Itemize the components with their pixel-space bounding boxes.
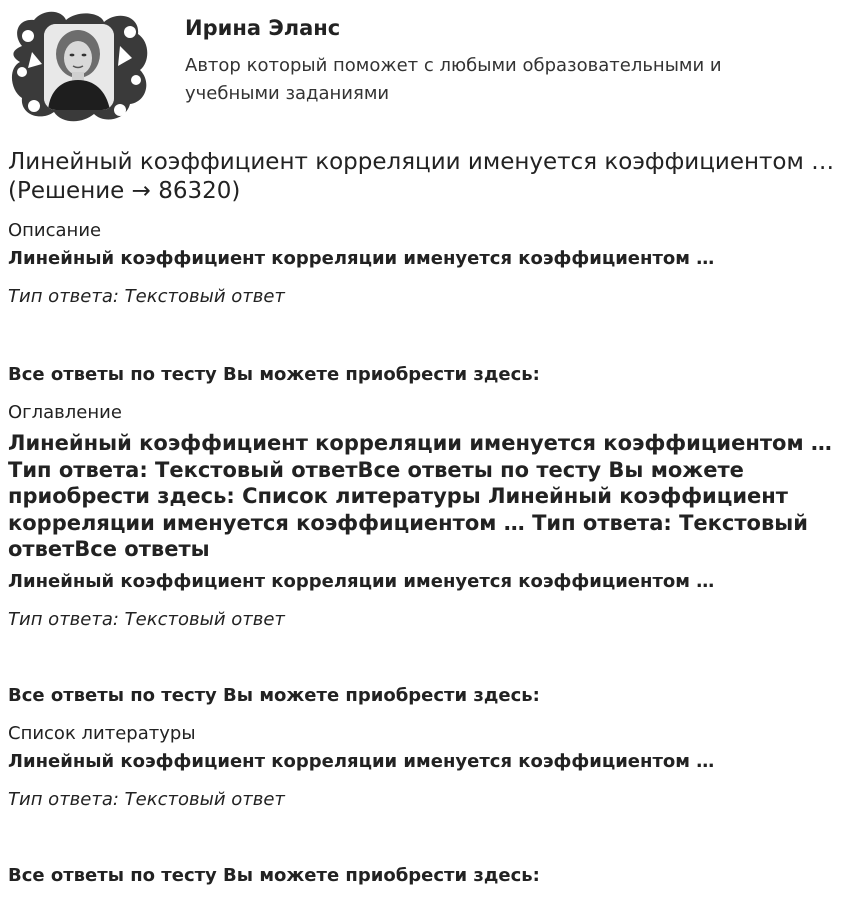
page-title: Линейный коэффициент корреляции именуется коэффициентом … (Решение → 86320) bbox=[8, 149, 835, 204]
author-description: Автор который поможет с любыми образовательными и учебными заданиями bbox=[185, 55, 722, 104]
toc-summary: Линейный коэффициент корреляции именуется коэффициентом … Тип ответа: Текстовый ответВсе ответы по тесту Вы можете приобрести здесь: Список литературы Линейный коэффициент корреляции именуется коэффициентом … Тип ответа: Текстовый ответВсе ответы bbox=[8, 431, 832, 561]
author-header bbox=[8, 6, 838, 126]
literature-buy-link[interactable]: Все ответы по тесту Вы можете приобрести здесь: bbox=[8, 865, 540, 886]
literature-label: Список литературы bbox=[8, 723, 196, 744]
main-content bbox=[8, 148, 844, 887]
toc-answer-type: Тип ответа: Текстовый ответ bbox=[8, 609, 285, 630]
description-question: Линейный коэффициент корреляции именуется коэффициентом … bbox=[8, 248, 715, 269]
literature-question: Линейный коэффициент корреляции именуется коэффициентом … bbox=[8, 751, 715, 772]
toc-question: Линейный коэффициент корреляции именуется коэффициентом … bbox=[8, 571, 715, 592]
author-avatar[interactable] bbox=[8, 6, 150, 126]
avatar-image bbox=[8, 6, 150, 126]
description-label: Описание bbox=[8, 220, 102, 241]
description-buy-link[interactable]: Все ответы по тесту Вы можете приобрести здесь: bbox=[8, 364, 540, 385]
toc-buy-link[interactable]: Все ответы по тесту Вы можете приобрести здесь: bbox=[8, 685, 540, 706]
literature-answer-type: Тип ответа: Текстовый ответ bbox=[8, 789, 285, 810]
description-answer-type: Тип ответа: Текстовый ответ bbox=[8, 286, 285, 307]
author-name[interactable]: Ирина Эланс bbox=[185, 16, 341, 40]
toc-label: Оглавление bbox=[8, 402, 122, 423]
